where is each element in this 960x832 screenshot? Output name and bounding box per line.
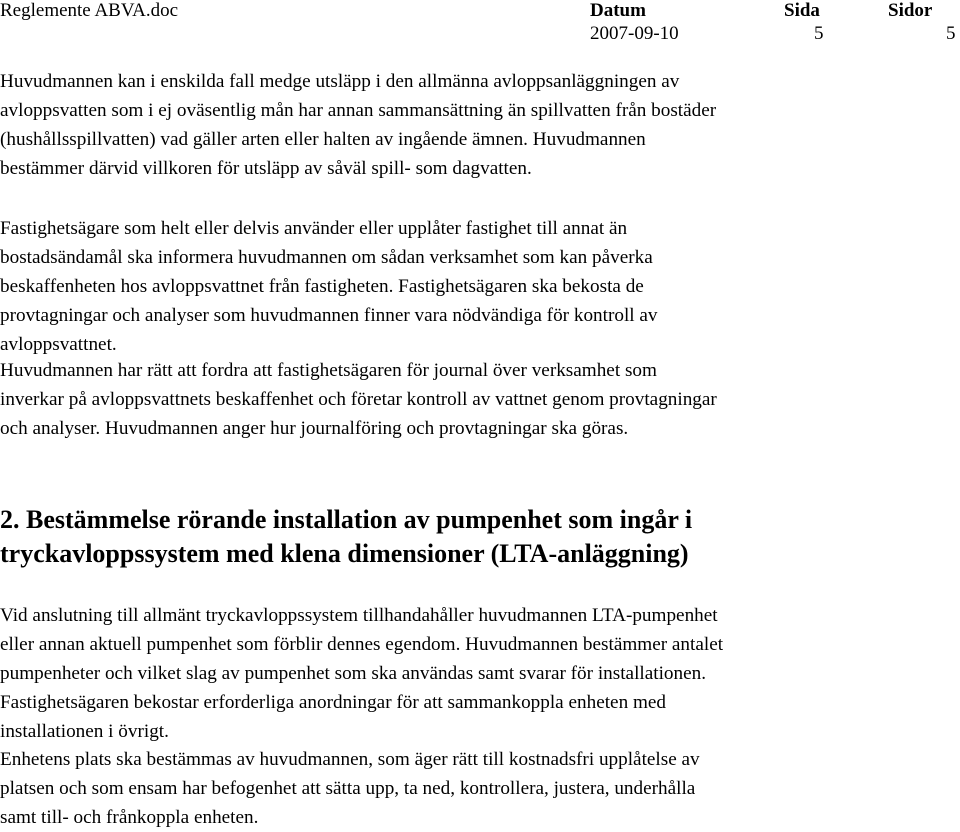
- paragraph-line: platsen och som ensam har befogenhet att sätta upp, ta ned, kontrollera, justera, underhålla: [0, 778, 696, 799]
- header-date: 2007-09-10: [590, 23, 679, 44]
- header-page-count: 5: [946, 23, 956, 44]
- paragraph-line: och analyser. Huvudmannen anger hur journalföring och provtagningar ska göras.: [0, 418, 629, 439]
- header-filename: Reglemente ABVA.doc: [0, 0, 179, 21]
- paragraph-line: samt till- och frånkoppla enheten.: [0, 807, 259, 828]
- section-heading-line: 2. Bestämmelse rörande installation av pumpenhet som ingår i: [0, 505, 693, 534]
- header-page-number: 5: [814, 23, 824, 44]
- paragraph-journal-requirement: [0, 356, 955, 443]
- paragraph-line: pumpenheter och vilket slag av pumpenhet som ska användas samt svarar för installationen.: [0, 663, 707, 684]
- paragraph-line: provtagningar och analyser som huvudmannen finner vara nödvändiga för kontroll av: [0, 305, 658, 326]
- paragraph-line: bestämmer därvid villkoren för utsläpp av såväl spill- som dagvatten.: [0, 158, 532, 179]
- header-datum-label: Datum: [590, 0, 646, 21]
- paragraph-line: Fastighetsägaren bekostar erforderliga anordningar för att sammankoppla enheten med: [0, 692, 666, 713]
- section-heading: [0, 503, 692, 571]
- paragraph-line: Enhetens plats ska bestämmas av huvudmannen, som äger rätt till kostnadsfri upplåtelse av: [0, 749, 700, 770]
- paragraph-line: beskaffenheten hos avloppsvattnet från fastigheten. Fastighetsägaren ska bekosta de: [0, 276, 644, 297]
- paragraph-line: eller annan aktuell pumpenhet som förblir dennes egendom. Huvudmannen bestämmer antalet: [0, 634, 724, 655]
- paragraph-unit-placement: [0, 745, 955, 832]
- header-sida-label: Sida: [784, 0, 820, 21]
- paragraph-pump-unit-provision: [0, 601, 955, 746]
- paragraph-line: Fastighetsägare som helt eller delvis använder eller upplåter fastighet till annat än: [0, 218, 628, 239]
- paragraph-owner-information: [0, 214, 955, 359]
- header-sidor-label: Sidor: [888, 0, 933, 21]
- paragraph-line: inverkar på avloppsvattnets beskaffenhet och företar kontroll av vattnet genom provtagningar: [0, 389, 717, 410]
- paragraph-line: Huvudmannen kan i enskilda fall medge utsläpp i den allmänna avloppsanläggningen av: [0, 71, 680, 92]
- paragraph-line: bostadsändamål ska informera huvudmannen om sådan verksamhet som kan påverka: [0, 247, 653, 268]
- paragraph-line: installationen i övrigt.: [0, 721, 169, 742]
- paragraph-line: (hushållsspillvatten) vad gäller arten eller halten av ingående ämnen. Huvudmannen: [0, 129, 646, 150]
- paragraph-line: Vid anslutning till allmänt tryckavloppssystem tillhandahåller huvudmannen LTA-pumpenhet: [0, 605, 718, 626]
- paragraph-line: Huvudmannen har rätt att fordra att fastighetsägaren för journal över verksamhet som: [0, 360, 657, 381]
- paragraph-line: avloppsvatten som i ej oväsentlig mån har annan sammansättning än spillvatten från bostäder: [0, 100, 717, 121]
- paragraph-line: avloppsvattnet.: [0, 334, 117, 355]
- paragraph-discharge-exception: [0, 67, 955, 183]
- section-heading-line: tryckavloppssystem med klena dimensioner (LTA-anläggning): [0, 539, 689, 568]
